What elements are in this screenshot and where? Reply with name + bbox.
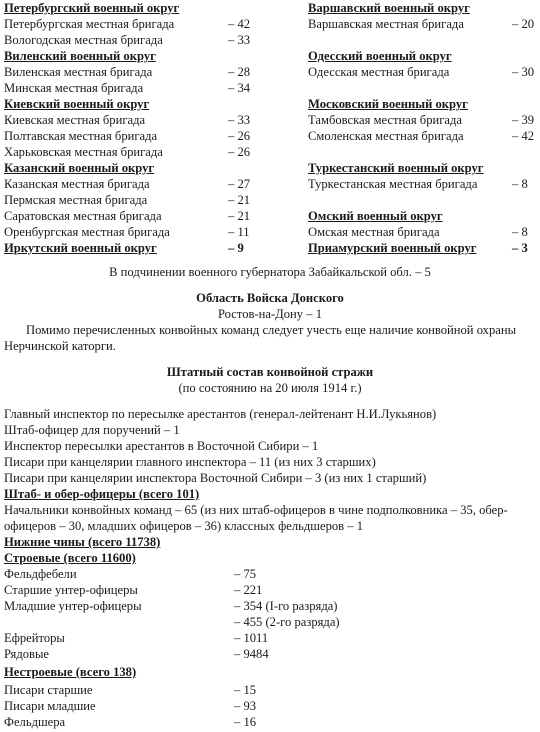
brigade-count: – 21 <box>228 209 251 223</box>
rank-count: – 15 <box>234 683 257 697</box>
rank-name: Младшие унтер-офицеры <box>4 599 142 613</box>
district-total-count: – 9 <box>228 241 244 255</box>
district-heading: Петербургский военный округ <box>4 1 180 15</box>
district-total-count: – 3 <box>512 241 528 255</box>
brigade-count: – 26 <box>228 145 251 159</box>
rank-name: Рядовые <box>4 647 50 661</box>
rank-count: – 455 (2-го разряда) <box>234 615 340 629</box>
rank-count: – 9484 <box>234 647 269 661</box>
district-heading: Одесский военный округ <box>308 49 452 63</box>
don-region-title: Область Войска Донского <box>196 291 344 305</box>
brigade-name: Виленская местная бригада <box>4 65 153 79</box>
brigade-name: Варшавская местная бригада <box>308 17 464 31</box>
rank-count: – 93 <box>234 699 257 713</box>
combat-heading: Строевые (всего 11600) <box>4 551 136 565</box>
rank-count: – 75 <box>234 567 257 581</box>
district-heading-total: Иркутский военный округ <box>4 241 157 255</box>
brigade-name: Туркестанская местная бригада <box>308 177 478 191</box>
district-heading: Туркестанский военный округ <box>308 161 484 175</box>
nerchinsk-note: Помимо перечисленных конвойных команд следует учесть еще наличие конвойной охраны Нерчинской каторги. <box>4 323 517 353</box>
rank-name: Писари старшие <box>4 683 93 697</box>
brigade-count: – 28 <box>228 65 251 79</box>
rank-name: Фельдфебели <box>4 567 77 581</box>
brigade-name: Оренбургская местная бригада <box>4 225 170 239</box>
brigade-name: Тамбовская местная бригада <box>308 113 462 127</box>
lower-ranks-heading: Нижние чины (всего 11738) <box>4 535 161 549</box>
brigade-count: – 27 <box>228 177 251 191</box>
staff-line: Штаб-офицер для поручений – 1 <box>4 423 180 437</box>
district-heading: Киевский военный округ <box>4 97 150 111</box>
officers-heading: Штаб- и обер-офицеры (всего 101) <box>4 487 200 501</box>
rank-count: – 221 <box>234 583 263 597</box>
subordination-line: В подчинении военного губернатора Забайкальской обл. – 5 <box>109 265 431 279</box>
brigade-count: – 39 <box>512 113 535 127</box>
brigade-count: – 21 <box>228 193 251 207</box>
brigade-name: Вологодская местная бригада <box>4 33 163 47</box>
brigade-name: Смоленская местная бригада <box>308 129 464 143</box>
brigade-count: – 8 <box>512 177 528 191</box>
brigade-count: – 33 <box>228 113 251 127</box>
brigade-count: – 42 <box>228 17 251 31</box>
staff-subtitle: (по состоянию на 20 июля 1914 г.) <box>178 381 362 395</box>
brigade-name: Киевская местная бригада <box>4 113 146 127</box>
brigade-name: Пермская местная бригада <box>4 193 148 207</box>
brigade-count: – 33 <box>228 33 251 47</box>
noncombat-heading: Нестроевые (всего 138) <box>4 665 137 679</box>
rank-count: – 1011 <box>234 631 269 645</box>
brigade-count: – 34 <box>228 81 251 95</box>
staff-line: Инспектор пересылки арестантов в Восточной Сибири – 1 <box>4 439 319 453</box>
rank-name: Писари младшие <box>4 699 96 713</box>
district-heading: Казанский военный округ <box>4 161 155 175</box>
staff-title: Штатный состав конвойной стражи <box>166 365 374 379</box>
rank-name: Фельдшера <box>4 715 66 729</box>
brigade-name: Харьковская местная бригада <box>4 145 163 159</box>
brigade-count: – 11 <box>228 225 250 239</box>
district-heading-total: Приамурский военный округ <box>308 241 477 255</box>
brigade-name: Одесская местная бригада <box>308 65 450 79</box>
brigade-count: – 8 <box>512 225 528 239</box>
district-heading: Варшавский военный округ <box>308 1 470 15</box>
brigade-count: – 26 <box>228 129 251 143</box>
staff-line: Главный инспектор по пересылке арестантов (генерал-лейтенант Н.И.Лукьянов) <box>4 407 437 421</box>
district-heading: Омский военный округ <box>308 209 443 223</box>
brigade-name: Петербургская местная бригада <box>4 17 175 31</box>
brigade-name: Саратовская местная бригада <box>4 209 162 223</box>
don-region-city: Ростов-на-Дону – 1 <box>217 307 322 321</box>
brigade-name: Полтавская местная бригада <box>4 129 158 143</box>
brigade-name: Казанская местная бригада <box>4 177 150 191</box>
brigade-name: Омская местная бригада <box>308 225 440 239</box>
officers-text: Начальники конвойных команд – 65 (из них штаб-офицеров в чине подполковника – 35, обер-офицеров – 30, младших офицеров – 36) классных фельдшеров – 1 <box>4 503 508 533</box>
brigade-count: – 20 <box>512 17 535 31</box>
rank-count: – 16 <box>234 715 257 729</box>
district-heading: Московский военный округ <box>308 97 468 111</box>
rank-name: Старшие унтер-офицеры <box>4 583 138 597</box>
rank-name: Ефрейторы <box>4 631 65 645</box>
rank-count: – 354 (I-го разряда) <box>234 599 338 613</box>
district-heading: Виленский военный округ <box>4 49 156 63</box>
brigade-count: – 42 <box>512 129 535 143</box>
brigade-count: – 30 <box>512 65 535 79</box>
staff-line: Писари при канцелярии инспектора Восточной Сибири – 3 (из них 1 старший) <box>4 471 427 485</box>
staff-line: Писари при канцелярии главного инспектора – 11 (из них 3 старших) <box>4 455 376 469</box>
brigade-name: Минская местная бригада <box>4 81 144 95</box>
